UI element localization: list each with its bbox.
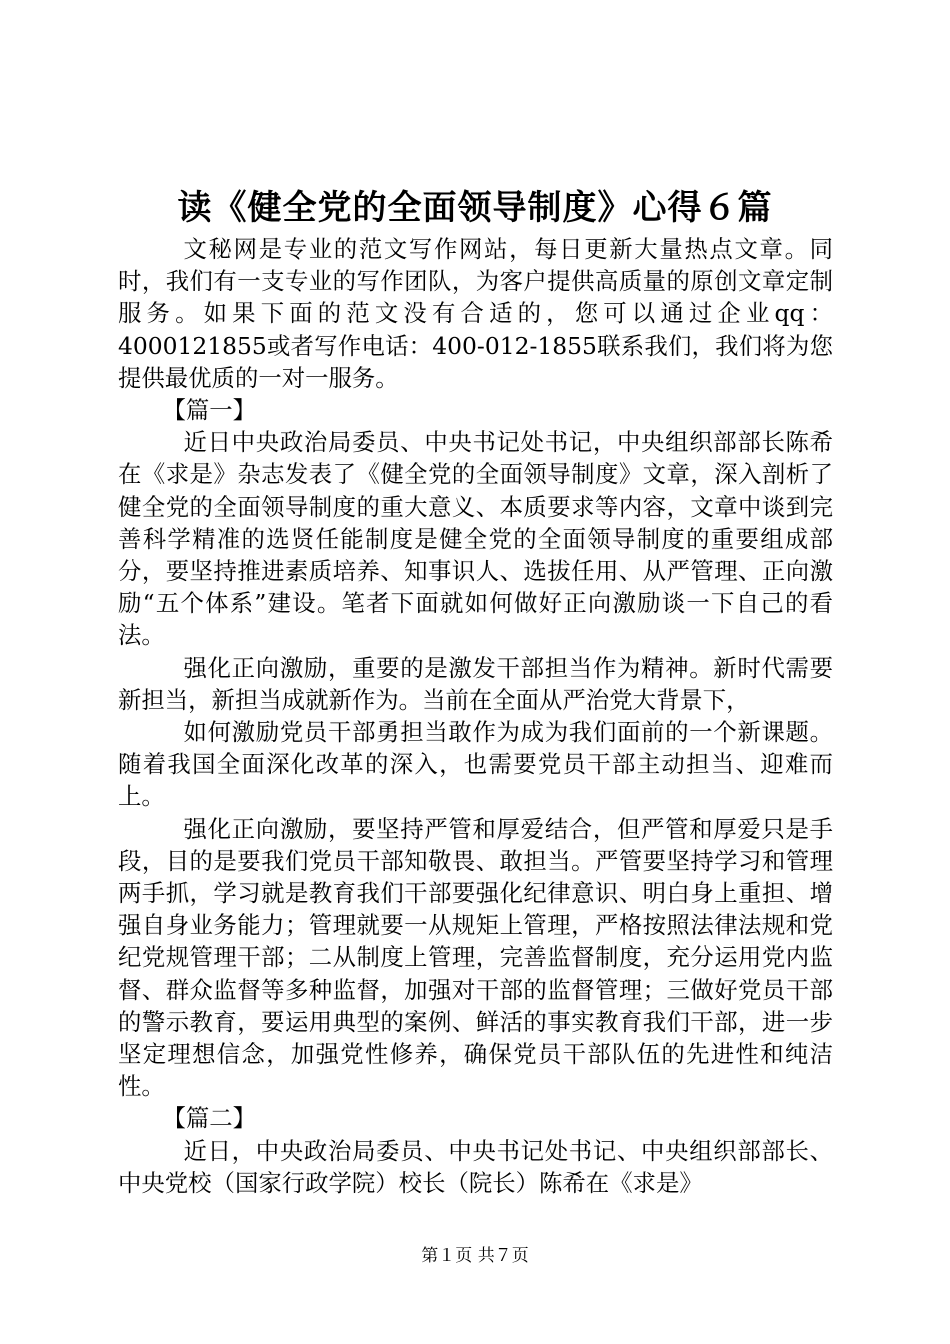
section1-paragraph-4: 强化正向激励，要坚持严管和厚爱结合，但严管和厚爱只是手段，目的是要我们党员干部知敬畏、敢担当。严管要坚持学习和管理两手抓，学习就是教育我们干部要强化纪律意识、明白身上重担、增强自身业务能力；管理就要一从规矩上管理，严格按照法律法规和党纪党规管理干部；二从制度上管理，完善监督制度，充分运用党内监督、群众监督等多种监督，加强对干部的监督管理；三做好党员干部的警示教育，要运用典型的案例、鲜活的事实教育我们干部，进一步坚定理想信念，加强党性修养，确保党员干部队伍的先进性和纯洁性。 xyxy=(118,814,833,1101)
section2-paragraph-1: 近日，中央政治局委员、中央书记处书记、中央组织部部长、中央党校（国家行政学院）校长（院长）陈希在《求是》 xyxy=(118,1136,833,1197)
intro-paragraph: 文秘网是专业的范文写作网站，每日更新大量热点文章。同时，我们有一支专业的写作团队，为客户提供高质量的原创文章定制服务。如果下面的范文没有合适的，您可以通过企业qq：4000121855或者写作电话：400-012-1855联系我们，我们将为您提供最优质的一对一服务。 xyxy=(118,235,833,392)
page-footer: 第１页 共７页 xyxy=(421,1246,529,1266)
section1-paragraph-3: 如何激励党员干部勇担当敢作为成为我们面前的一个新课题。随着我国全面深化改革的深入，也需要党员干部主动担当、迎难而上。 xyxy=(118,718,833,811)
section1-paragraph-1: 近日中央政治局委员、中央书记处书记，中央组织部部长陈希在《求是》杂志发表了《健全党的全面领导制度》文章，深入剖析了健全党的全面领导制度的重大意义、本质要求等内容，文章中谈到完善科学精准的选贤任能制度是健全党的全面领导制度的重要组成部分，要坚持推进素质培养、知事识人、选拔任用、从严管理、正向激励“五个体系”建设。笔者下面就如何做好正向激励谈一下自己的看法。 xyxy=(118,428,833,650)
document-title: 读《健全党的全面领导制度》心得６篇 xyxy=(177,188,773,228)
section-heading-2: 【篇二】 xyxy=(162,1104,257,1133)
section1-paragraph-2: 强化正向激励，重要的是激发干部担当作为精神。新时代需要新担当，新担当成就新作为。当前在全面从严治党大背景下， xyxy=(118,653,833,714)
document-body xyxy=(118,233,833,1199)
section-heading-1: 【篇一】 xyxy=(162,396,257,425)
